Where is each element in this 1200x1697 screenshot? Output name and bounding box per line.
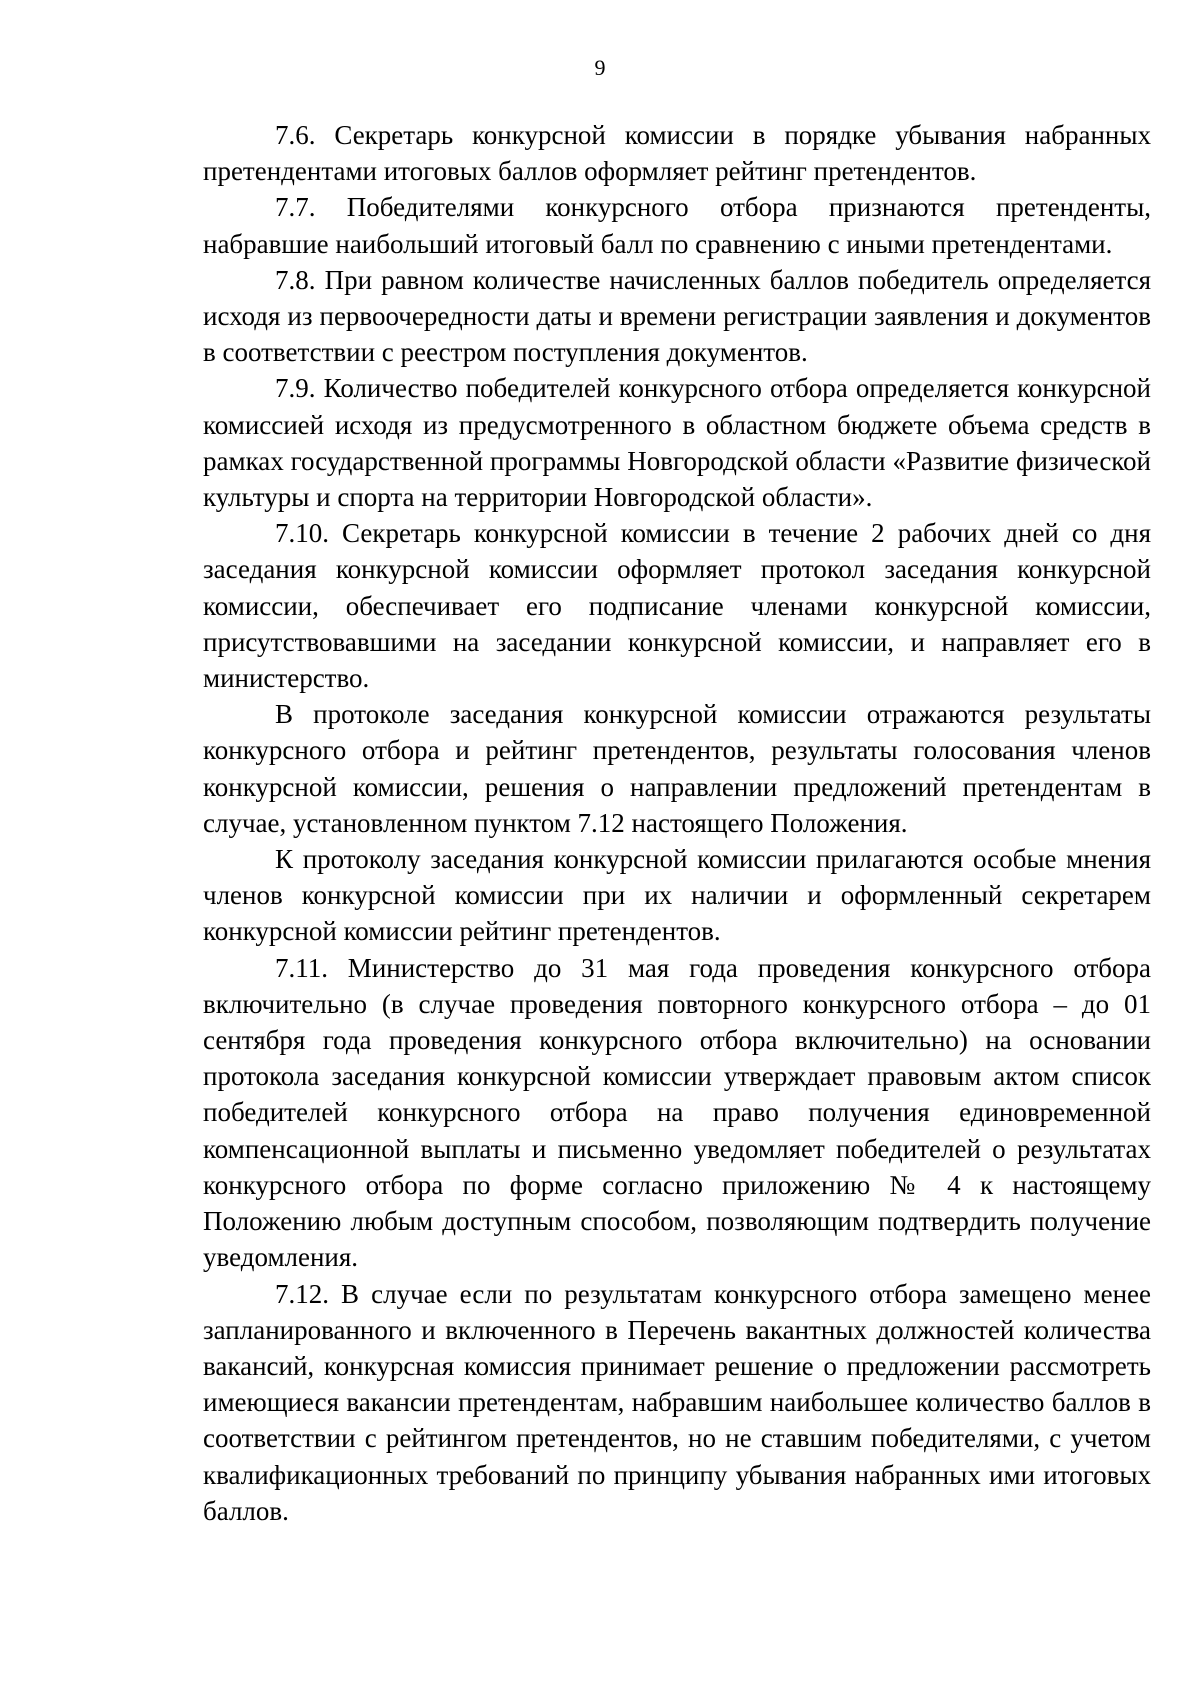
paragraph-7-7: 7.7. Победителями конкурсного отбора признаются претенденты, набравшие наибольший итоговый балл по сравнению с иными претендентами. xyxy=(203,192,1151,259)
paragraph-7-8: 7.8. При равном количестве начисленных баллов победитель определяется исходя из первоочередности даты и времени регистрации заявления и документов в соответствии с реестром поступления документов. xyxy=(203,264,1151,368)
paragraph-7-9: 7.9. Количество победителей конкурсного отбора определяется конкурсной комиссией исходя из предусмотренного в областном бюджете объема средств в рамках государственной программы Новгородской области «Развитие физической культуры и спорта на территории Новгородской области». xyxy=(203,373,1151,513)
paragraph-7-12: 7.12. В случае если по результатам конкурсного отбора замещено менее запланированного и включенного в Перечень вакантных должностей количества вакансий, конкурсная комиссия принимает решение о предложении рассмотреть имеющиеся вакансии претендентам, набравшим наибольшее количество баллов в соответствии с рейтингом претендентов, но не ставшим победителями, с учетом квалификационных требований по принципу убывания набранных ими итоговых баллов. xyxy=(203,1278,1151,1526)
paragraph-7-6: 7.6. Секретарь конкурсной комиссии в порядке убывания набранных претендентами итоговых баллов оформляет рейтинг претендентов. xyxy=(203,120,1151,187)
document-body xyxy=(203,117,1151,1529)
paragraph-protocol-contents: В протоколе заседания конкурсной комиссии отражаются результаты конкурсного отбора и рейтинг претендентов, результаты голосования членов конкурсной комиссии, решения о направлении предложений претендентам в случае, установленном пунктом 7.12 настоящего Положения. xyxy=(203,699,1151,838)
paragraph-7-11: 7.11. Министерство до 31 мая года проведения конкурсного отбора включительно (в случае проведения повторного конкурсного отбора – до 01 сентября года проведения конкурсного отбора включительно) на основании протокола заседания конкурсной комиссии утверждает правовым актом список победителей конкурсного отбора на право получения единовременной компенсационной выплаты и письменно уведомляет победителей о результатах конкурсного отбора по форме согласно приложению № 4 к настоящему Положению любым доступным способом, позволяющим подтвердить получение уведомления. xyxy=(203,952,1151,1273)
paragraph-protocol-attachments: К протоколу заседания конкурсной комиссии прилагаются особые мнения членов конкурсной комиссии при их наличии и оформленный секретарем конкурсной комиссии рейтинг претендентов. xyxy=(203,844,1151,947)
page-number: 9 xyxy=(594,55,606,80)
paragraph-7-10: 7.10. Секретарь конкурсной комиссии в течение 2 рабочих дней со дня заседания конкурсной комиссии оформляет протокол заседания конкурсной комиссии, обеспечивает его подписание членами конкурсной комиссии, присутствовавшими на заседании конкурсной комиссии, и направляет его в министерство. xyxy=(203,518,1151,694)
